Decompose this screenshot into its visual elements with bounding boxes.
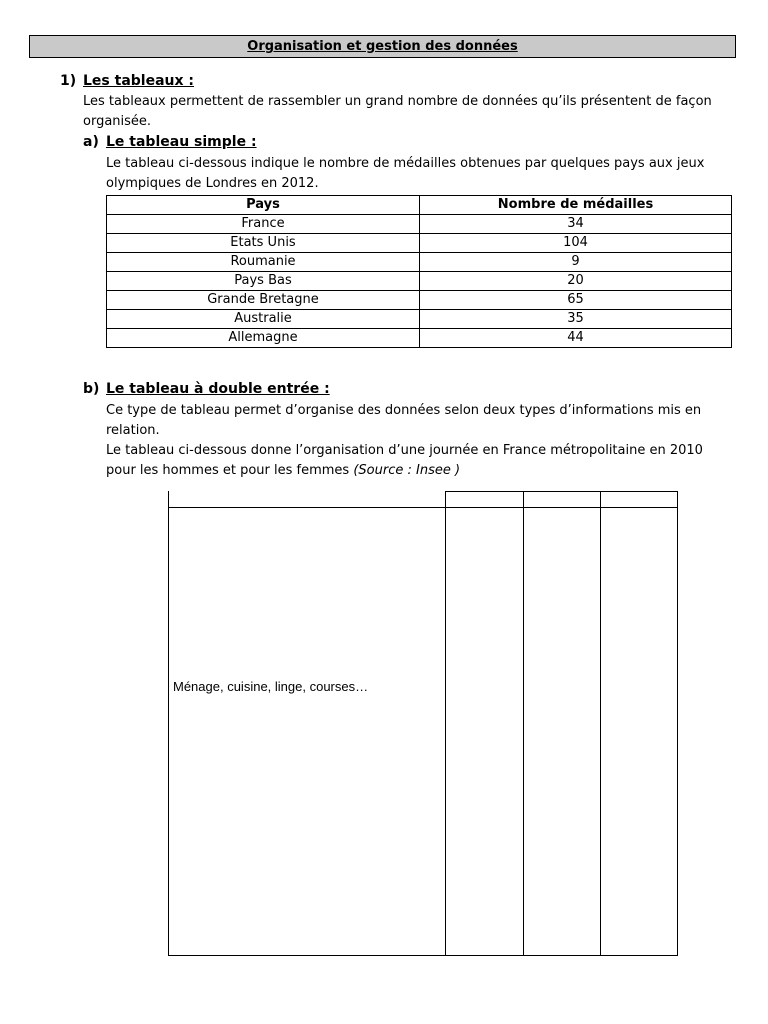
table-border — [168, 955, 678, 956]
paragraph-line: olympiques de Londres en 2012. — [106, 176, 319, 191]
table-row — [107, 291, 732, 310]
paragraph-line: Le tableau ci-dessous donne l’organisation d’une journée en France métropolitaine en 2010 — [106, 443, 703, 458]
section-number: 1) — [60, 73, 77, 89]
table-cell: Roumanie — [107, 253, 420, 272]
subsection-heading-double-entry-table: Le tableau à double entrée : — [106, 381, 330, 397]
table-cell: 20 — [420, 272, 732, 291]
column-header: Nombre de médailles — [420, 196, 732, 215]
medals-table — [106, 195, 732, 348]
table-cell: 35 — [420, 310, 732, 329]
table-row — [107, 310, 732, 329]
table-cell: Grande Bretagne — [107, 291, 420, 310]
paragraph-line — [106, 461, 460, 481]
paragraph-text: pour les hommes et pour les femmes — [106, 463, 354, 478]
section-heading-tables: Les tableaux : — [83, 73, 194, 89]
subsection-letter: b) — [83, 381, 100, 397]
table-border — [677, 491, 678, 956]
paragraph-line: Le tableau ci-dessous indique le nombre de médailles obtenues par quelques pays aux jeux — [106, 156, 705, 171]
column-divider — [600, 491, 601, 956]
paragraph-line: organisée. — [83, 114, 152, 129]
table-row — [107, 215, 732, 234]
column-divider — [523, 491, 524, 956]
document-title-box — [29, 35, 736, 58]
source-citation: (Source : Insee ) — [353, 463, 461, 478]
paragraph-line: relation. — [106, 423, 160, 438]
document-title: Organisation et gestion des données — [247, 39, 518, 54]
table-row — [107, 253, 732, 272]
table-border — [168, 491, 169, 956]
table-cell: 44 — [420, 329, 732, 348]
table-cell: Pays Bas — [107, 272, 420, 291]
column-header: Pays — [107, 196, 420, 215]
column-divider — [445, 491, 446, 956]
table-cell: France — [107, 215, 420, 234]
table-row — [107, 272, 732, 291]
table-cell: Australie — [107, 310, 420, 329]
table-header-row — [107, 196, 732, 215]
row-label: Ménage, cuisine, linge, courses… — [173, 679, 369, 694]
double-entry-table — [168, 491, 678, 956]
table-cell: Etats Unis — [107, 234, 420, 253]
table-row — [107, 329, 732, 348]
paragraph-line: Ce type de tableau permet d’organise des données selon deux types d’informations mis en — [106, 403, 702, 418]
table-cell: 104 — [420, 234, 732, 253]
table-border — [168, 507, 678, 508]
table-cell: 9 — [420, 253, 732, 272]
subsection-heading-simple-table: Le tableau simple : — [106, 134, 257, 150]
table-border — [445, 491, 678, 492]
table-cell: Allemagne — [107, 329, 420, 348]
table-cell: 65 — [420, 291, 732, 310]
table-row — [107, 234, 732, 253]
table-cell: 34 — [420, 215, 732, 234]
paragraph-line: Les tableaux permettent de rassembler un grand nombre de données qu’ils présentent de façon — [83, 94, 712, 109]
subsection-letter: a) — [83, 134, 99, 150]
